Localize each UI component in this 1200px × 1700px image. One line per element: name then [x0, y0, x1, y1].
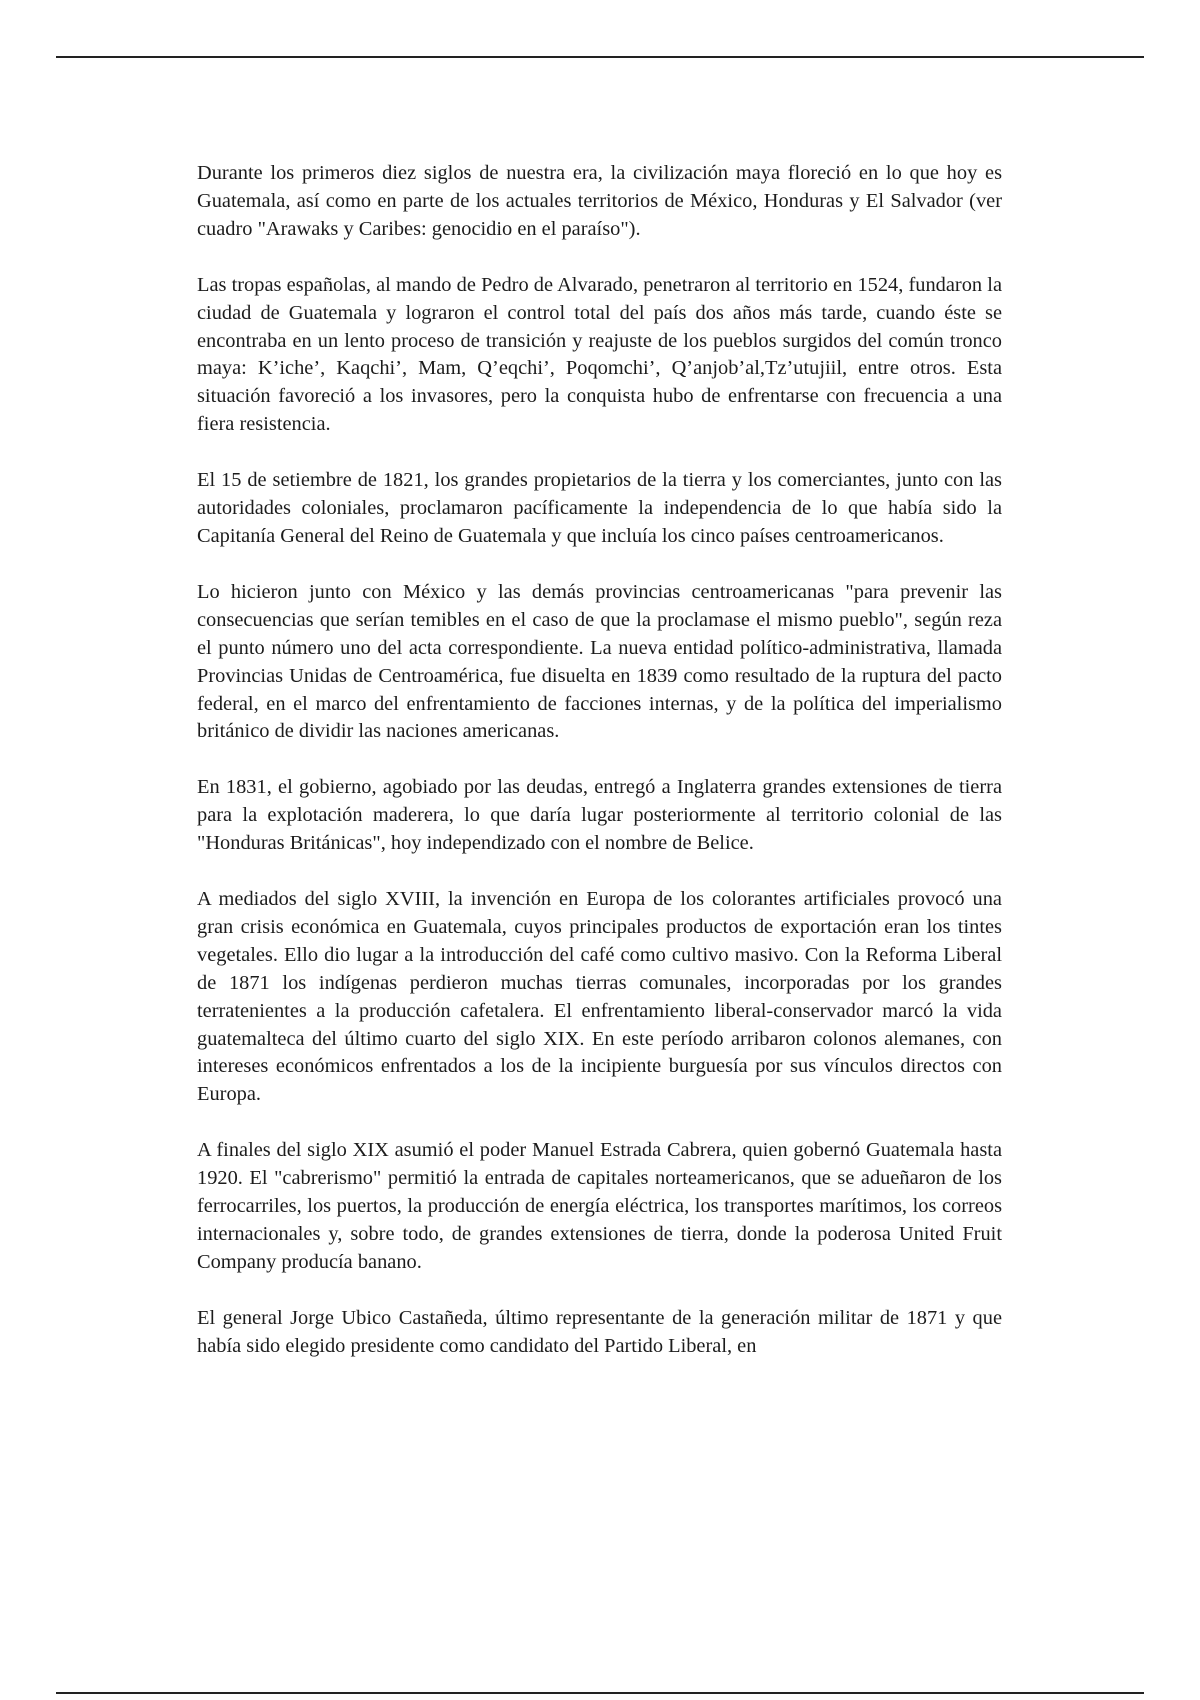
- paragraph-estrada-cabrera: A finales del siglo XIX asumió el poder Manuel Estrada Cabrera, quien gobernó Guatemala hasta 1920. El "cabrerismo" permitió la entrada de capitales norteamericanos, que se adueñaron de los ferrocarriles, los puertos, la producción de energía eléctrica, los transportes marítimos, los correos internacionales y, sobre todo, de grandes extensiones de tierra, donde la poderosa United Fruit Company producía banano.: [197, 1139, 1002, 1273]
- paragraph-spanish-conquest: Las tropas españolas, al mando de Pedro de Alvarado, penetraron al territorio en 1524, fundaron la ciudad de Guatemala y lograron el control total del país dos años más tarde, cuando éste se encontraba en un lento proceso de transición y reajuste de los pueblos surgidos del común tronco maya: K’iche’, Kaqchi’, Mam, Q’eqchi’, Poqomchi’, Q’anjob’al,Tz’utujiil, entre otros. Esta situación favoreció a los invasores, pero la conquista hubo de enfrentarse con frecuencia a una fiera resistencia.: [197, 273, 1002, 436]
- document-body: [197, 160, 1002, 1389]
- paragraph-united-provinces: Lo hicieron junto con México y las demás provincias centroamericanas "para prevenir las consecuencias que serían temibles en el caso de que la proclamase el mismo pueblo", según reza el punto número uno del acta correspondiente. La nueva entidad político-administrativa, llamada Provincias Unidas de Centroamérica, fue disuelta en 1839 como resultado de la ruptura del pacto federal, en el marco del enfrentamiento de facciones internas, y de la política del imperialismo británico de dividir las naciones americanas.: [197, 580, 1002, 743]
- footer-rule: [56, 1692, 1144, 1694]
- paragraph-independence-1821: El 15 de setiembre de 1821, los grandes propietarios de la tierra y los comerciantes, junto con las autoridades coloniales, proclamaron pacíficamente la independencia de lo que había sido la Capitanía General del Reino de Guatemala y que incluía los cinco países centroamericanos.: [197, 469, 1002, 547]
- paragraph-jorge-ubico: El general Jorge Ubico Castañeda, último representante de la generación militar de 1871 y que había sido elegido presidente como candidato del Partido Liberal, en: [197, 1306, 1002, 1357]
- paragraph-coffee-liberal-reform: A mediados del siglo XVIII, la invención en Europa de los colorantes artificiales provocó una gran crisis económica en Guatemala, cuyos principales productos de exportación eran los tintes vegetales. Ello dio lugar a la introducción del café como cultivo masivo. Con la Reforma Liberal de 1871 los indígenas perdieron muchas tierras comunales, incorporadas por los grandes terratenientes a la producción cafetalera. El enfrentamiento liberal-conservador marcó la vida guatemalteca del último cuarto del siglo XIX. En este período arribaron colonos alemanes, con intereses económicos enfrentados a los de la incipiente burguesía por sus vínculos directos con Europa.: [197, 888, 1002, 1106]
- paragraph-belize: En 1831, el gobierno, agobiado por las deudas, entregó a Inglaterra grandes extensiones de tierra para la explotación maderera, lo que daría lugar posteriormente al territorio colonial de las "Honduras Británicas", hoy independizado con el nombre de Belice.: [197, 776, 1002, 855]
- header-rule: [56, 56, 1144, 58]
- paragraph-mayan-civilization: Durante los primeros diez siglos de nuestra era, la civilización maya floreció en lo que hoy es Guatemala, así como en parte de los actuales territorios de México, Honduras y El Salvador (ver cuadro "Arawaks y Caribes: genocidio en el paraíso").: [197, 162, 1002, 240]
